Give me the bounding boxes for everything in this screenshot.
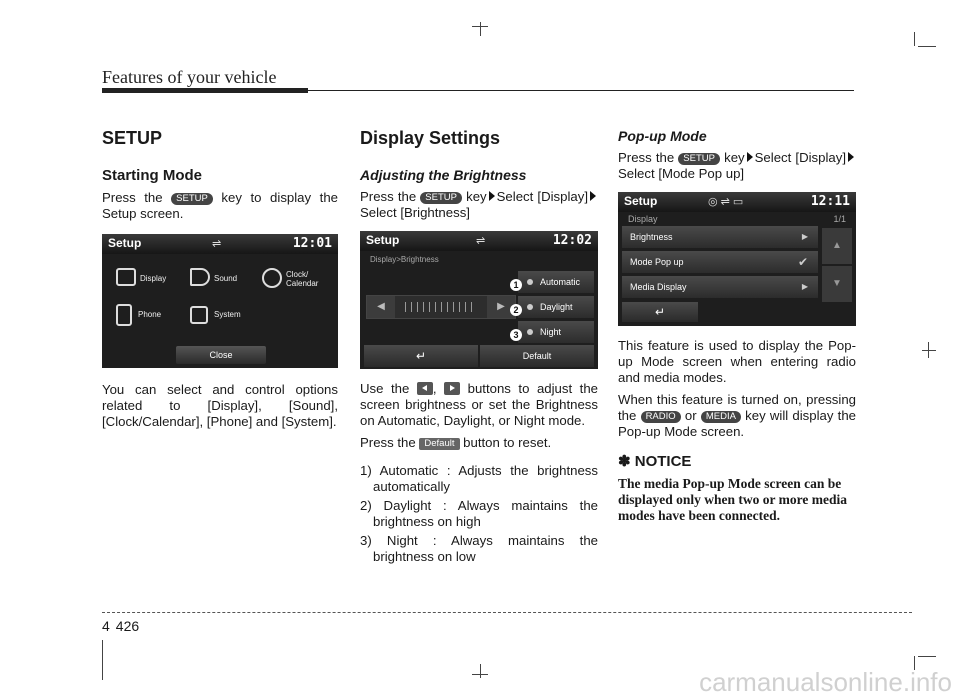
callout-number: 3 [510,329,522,341]
default-key-badge: Default [419,438,459,450]
crop-mark-left-bottom [102,640,103,680]
row-media-display[interactable]: Media Display ▶ [622,276,818,298]
screen-breadcrumb: Display>Brightness [370,255,439,264]
paragraph: Press the Default button to reset. [360,435,552,450]
paragraph: When this feature is turned on, pressing the RADIO or MEDIA key will display the Pop-up Mode screen. [618,392,856,439]
left-arrow-button-icon [417,382,433,395]
back-button[interactable]: ↵ [622,302,698,322]
checkmark-icon: ✔ [797,255,808,269]
default-button[interactable]: Default [480,345,594,367]
option-automatic[interactable]: Automatic [518,271,594,293]
display-icon [116,268,136,286]
notice-body: The media Pop-up Mode screen can be displayed only when two or more media modes have been connected. [618,476,848,523]
screen-clock: 12:02 [552,233,592,248]
screen-subtitle: Display [628,214,658,224]
watermark: carmanualsonline.info [699,667,952,697]
menu-system: System [214,310,241,319]
footer-rule [102,612,912,613]
menu-sound: Sound [214,274,238,283]
row-mode-pop-up[interactable]: Mode Pop up ✔ [622,251,818,273]
subsection-title: Adjusting the Brightness [360,167,527,183]
running-header: Features of your vehicle [102,67,277,87]
arrow-right-icon [590,191,596,201]
brightness-slider[interactable] [366,295,516,319]
right-arrow-button-icon [444,382,460,395]
option-daylight[interactable]: Daylight [518,296,594,318]
popup-mode-screen-image [618,192,856,326]
paragraph: Press the SETUP key Select [Display]Select [Mode Pop up] [618,150,856,182]
page-indicator: 1/1 [833,214,846,224]
crop-mark-top [472,26,488,27]
crop-mark-bottom [480,664,481,678]
brightness-modes-list [360,463,598,565]
scroll-down-icon[interactable]: ▼ [822,266,852,302]
subsection-title: Starting Mode [102,167,202,184]
crop-mark-top [480,22,481,36]
system-gear-icon [190,306,208,324]
scroll-up-icon[interactable]: ▲ [822,228,852,264]
chapter-number: 4 [102,618,110,634]
paragraph: Press the SETUP key Select [Display]Select [Brightness] [360,189,598,221]
callout-number: 2 [510,304,522,316]
section-title: Display Settings [360,128,501,148]
screen-title: Setup [108,236,142,250]
column-setup [102,128,338,436]
header-rule [102,90,854,91]
usb-icon: ⇌ [212,238,222,250]
status-icons: ◎ ⇌ ▭ [708,196,744,208]
clock-icon [262,268,282,288]
increase-icon[interactable]: ▶ [487,296,515,318]
crop-mark-top-right [918,46,936,47]
radio-key-badge: RADIO [641,411,681,423]
setup-key-badge: SETUP [420,192,462,204]
list-item: 2) Daylight : Always maintains the brightness on high [360,498,598,529]
list-item: 1) Automatic : Adjusts the brightness automatically [360,463,598,494]
callout-number: 1 [510,279,522,291]
notice-title: ✽ NOTICE [618,453,692,470]
page-number [102,618,139,634]
menu-clock-calendar: Clock/ Calendar [286,270,319,288]
screen-title: Setup [624,194,658,208]
media-key-badge: MEDIA [701,411,741,423]
brightness-screen-image [360,231,598,369]
column-display-settings [360,128,598,568]
play-arrow-icon: ▶ [801,232,808,241]
back-button[interactable]: ↵ [364,345,478,367]
row-brightness[interactable]: Brightness ▶ [622,226,818,248]
paragraph: You can select and control options related to [Display], [Sound], [Clock/Calendar], [Phone] and [System]. [102,382,338,429]
column-popup-mode [618,128,856,524]
setup-key-badge: SETUP [171,193,213,205]
paragraph: This feature is used to display the Pop-up Mode screen when entering radio and media modes. [618,338,856,385]
arrow-right-icon [848,152,854,162]
slider-ticks [405,302,477,312]
arrow-right-icon [489,191,495,201]
usb-icon: ⇌ [476,235,486,247]
crop-mark-top-right [914,32,915,46]
paragraph: Use the , buttons to adjust the screen brightness or set the Brightness on Automatic, Daylight, or Night mode. [360,381,599,428]
subsection-title: Pop-up Mode [618,128,707,144]
page-number-value: 426 [115,618,140,634]
option-night[interactable]: Night [518,321,594,343]
section-title: SETUP [102,128,163,148]
play-arrow-icon: ▶ [801,282,808,291]
screen-clock: 12:01 [292,236,332,251]
phone-icon [116,304,132,326]
crop-mark-right [922,350,936,351]
crop-mark-bottom [472,674,488,675]
setup-key-badge: SETUP [678,153,720,165]
paragraph: Press the SETUP key to display the Setup screen. [102,190,338,221]
list-item: 3) Night : Always maintains the brightness on low [360,533,598,564]
screen-clock: 12:11 [810,194,850,209]
close-button[interactable]: Close [176,346,266,364]
menu-phone: Phone [138,310,162,319]
arrow-right-icon [747,152,753,162]
setup-screen-image [102,234,338,368]
sound-icon [190,268,210,286]
menu-display: Display [140,274,167,283]
screen-title: Setup [366,233,400,247]
decrease-icon[interactable]: ◀ [367,296,395,318]
crop-mark-bottom-right [918,656,936,657]
